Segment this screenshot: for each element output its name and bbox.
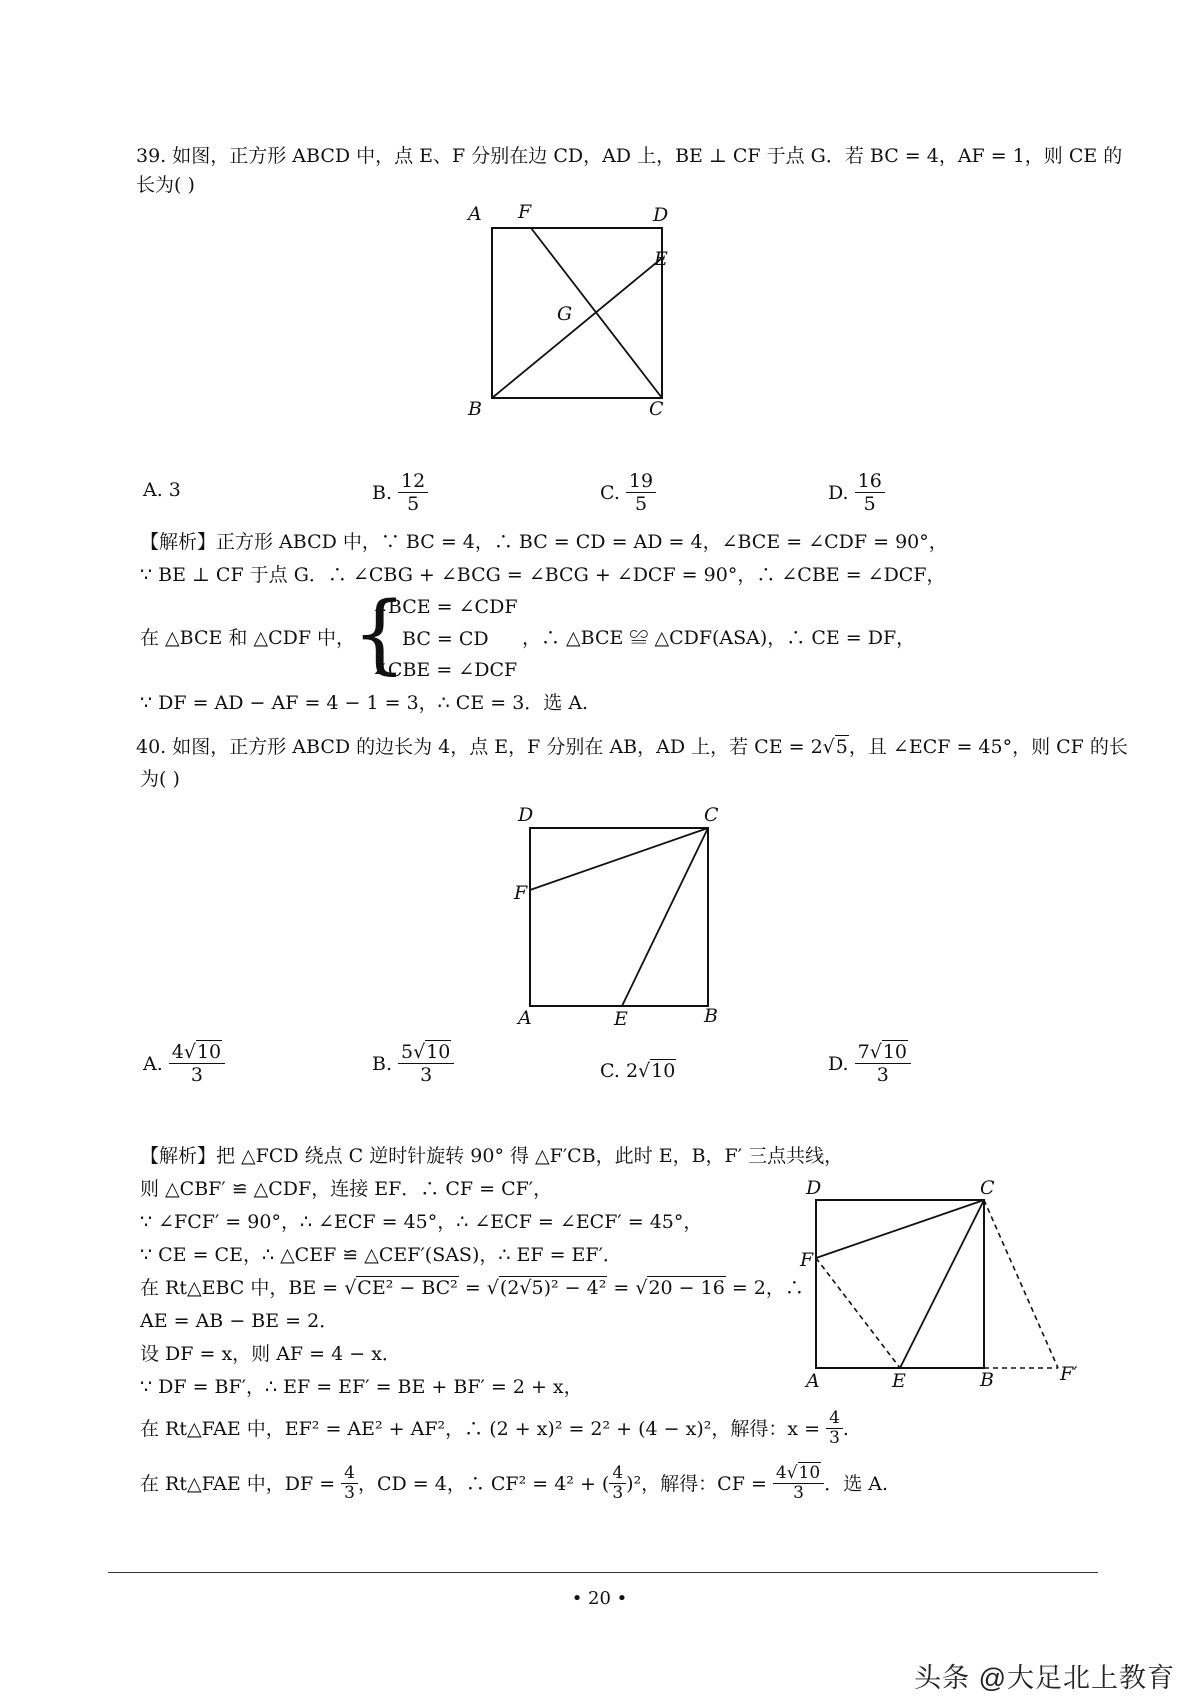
- q40-label-E: E: [614, 1008, 628, 1030]
- q40-label-C: C: [704, 804, 719, 826]
- q39-system-brace: {: [352, 584, 407, 684]
- q40-sol-label-F-prime: F′: [1060, 1363, 1078, 1385]
- q40-solution-line3: ∵ ∠FCF′ = 90°，∴ ∠ECF = 45°，∴ ∠ECF = ∠ECF′ = 45°，: [140, 1211, 703, 1233]
- q40-sol-label-A: A: [806, 1370, 820, 1392]
- q39-label-F: F: [518, 201, 532, 223]
- q40-solution-line4: ∵ CE = CE，∴ △CEF ≌ △CEF′(SAS)，∴ EF = EF′．: [140, 1244, 622, 1266]
- q40-option-a[interactable]: A. $\frac{4√10}{3}$: [143, 1041, 225, 1086]
- q40-label-B: B: [704, 1005, 718, 1027]
- q39-label-G: G: [557, 303, 573, 325]
- q40-solution-line6: AE = AB − BE = 2．: [140, 1310, 339, 1332]
- q40-solution-line7: 设 DF = x，则 AF = 4 − x．: [140, 1343, 401, 1365]
- q39-option-c[interactable]: C. $\frac{19}{5}$: [600, 470, 656, 515]
- q39-label-E: E: [654, 248, 668, 270]
- q39-option-b[interactable]: B. $\frac{12}{5}$: [372, 470, 428, 515]
- q39-system-row3: ∠CBE = ∠DCF: [372, 659, 518, 681]
- q40-stem-line1: 40. 如图，正方形 ABCD 的边长为 4，点 E，F 分别在 AB，AD 上，若 CE = 2√5，且 ∠ECF = 45°，则 CF 的长: [136, 736, 1128, 758]
- q39-system-row2: BC = CD: [402, 628, 489, 650]
- q40-stem-line2: 为( ): [140, 768, 180, 790]
- q39-label-A: A: [468, 203, 482, 225]
- watermark: 头条 @大足北上教育: [914, 1663, 1175, 1693]
- q40-label-D: D: [518, 804, 534, 826]
- q39-solution-line4: ∵ DF = AD − AF = 4 − 1 = 3，∴ CE = 3．选 A.: [140, 692, 589, 714]
- q40-solution-figure: [790, 1170, 1100, 1395]
- q39-system-row1: ∠BCE = ∠CDF: [372, 596, 518, 618]
- q40-solution-line10: 在 Rt△FAE 中，DF = $\frac{4}{3}$ ，CD = 4，∴ CF² = 4² + ( $\frac{4}{3}$ )²，解得：CF = $\frac{4√10}{3}$ ．选 A.: [140, 1463, 888, 1503]
- q39-option-d[interactable]: D. $\frac{16}{5}$: [828, 470, 885, 515]
- q40-option-d[interactable]: D. $\frac{7√10}{3}$: [828, 1041, 911, 1086]
- q40-solution-line2: 则 △CBF′ ≌ △CDF，连接 EF．∴ CF = CF′，: [140, 1178, 553, 1200]
- q39-solution-line3-prefix: 在 △BCE 和 △CDF 中，: [140, 627, 356, 649]
- q39-label-B: B: [468, 398, 482, 420]
- q40-solution-line9: 在 Rt△FAE 中，EF² = AE² + AF²，∴ (2 + x)² = 2² + (4 − x)²，解得：x = $\frac{4}{3}$ .: [140, 1408, 849, 1448]
- q39-figure: [460, 198, 720, 448]
- q40-option-c[interactable]: C. 2 √ 10: [600, 1059, 676, 1082]
- q40-sol-label-D: D: [806, 1177, 822, 1199]
- footer-rule: [108, 1572, 1098, 1573]
- q40-option-b[interactable]: B. $\frac{5√10}{3}$: [372, 1041, 454, 1086]
- q39-label-C: C: [649, 398, 664, 420]
- q40-sol-label-F: F: [800, 1249, 814, 1271]
- q39-stem-line1: 39. 如图，正方形 ABCD 中，点 E、F 分别在边 CD，AD 上，BE ⊥ CF 于点 G．若 BC = 4，AF = 1，则 CE 的: [136, 145, 1123, 167]
- q40-sol-label-E: E: [892, 1370, 906, 1392]
- q39-solution-line2: ∵ BE ⊥ CF 于点 G．∴ ∠CBG + ∠BCG = ∠BCG + ∠DCF = 90°，∴ ∠CBE = ∠DCF，: [140, 564, 946, 586]
- q39-solution-line1: 【解析】正方形 ABCD 中，∵ BC = 4，∴ BC = CD = AD = 4，∠BCE = ∠CDF = 90°，: [140, 531, 948, 553]
- page-number: • 20 •: [571, 1588, 628, 1609]
- q39-option-a[interactable]: A. 3: [143, 479, 181, 501]
- q40-solution-line8: ∵ DF = BF′，∴ EF = EF′ = BE + BF′ = 2 + x，: [140, 1376, 583, 1398]
- q40-solution-line1: 【解析】把 △FCD 绕点 C 逆时针旋转 90° 得 △F′CB，此时 E，B，F′ 三点共线，: [140, 1145, 844, 1167]
- q39-solution-line3-suffix: ，∴ △BCE ≌ △CDF(ASA)，∴ CE = DF，: [522, 627, 916, 649]
- q40-sol-label-C: C: [980, 1177, 995, 1199]
- q39-label-D: D: [653, 204, 669, 226]
- q39-stem-line2: 长为( ): [136, 174, 195, 196]
- q40-sol-label-B: B: [980, 1369, 994, 1391]
- q40-solution-line5: 在 Rt△EBC 中，BE = √CE² − BC² = √(2√5)² − 4² = √20 − 16 = 2，∴: [140, 1277, 804, 1299]
- q40-figure: [500, 800, 740, 1030]
- q40-label-A: A: [518, 1007, 532, 1029]
- q40-label-F: F: [514, 882, 528, 904]
